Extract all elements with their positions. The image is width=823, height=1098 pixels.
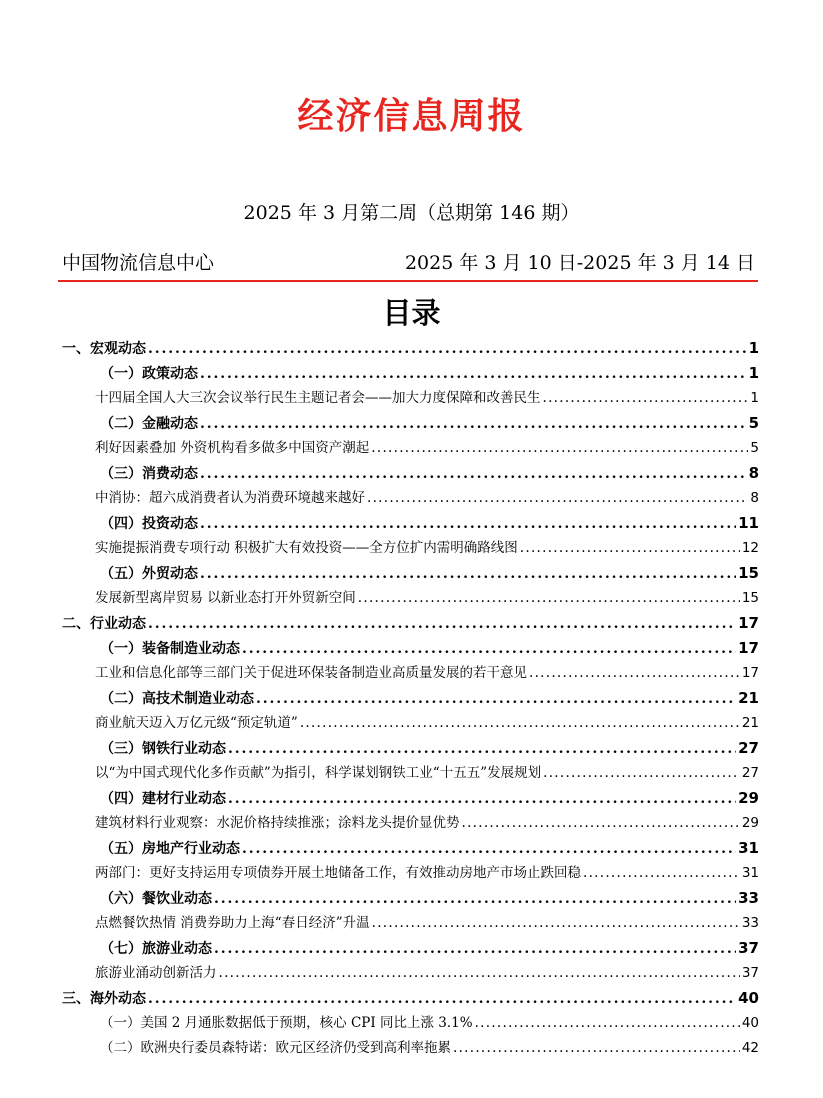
toc-dot-leader — [300, 711, 740, 736]
toc-entry[interactable] — [62, 861, 759, 886]
toc-entry[interactable] — [62, 736, 759, 761]
toc-entry-page: 27 — [741, 765, 759, 781]
toc-entry[interactable] — [62, 461, 759, 486]
toc-entry-page: 17 — [741, 665, 759, 681]
toc-entry[interactable] — [62, 961, 759, 986]
toc-entry-label: （三）消费动态 — [100, 466, 198, 482]
toc-dot-leader — [529, 661, 740, 686]
toc-entry[interactable] — [62, 336, 759, 361]
toc-entry-label: （二）高技术制造业动态 — [100, 691, 254, 707]
toc-entry-page: 33 — [738, 889, 759, 907]
toc-dot-leader — [256, 687, 736, 711]
toc-entry[interactable] — [62, 361, 759, 386]
toc-dot-leader — [242, 637, 736, 661]
toc-dot-leader — [358, 586, 740, 611]
toc-entry-page: 8 — [750, 490, 759, 506]
toc-entry-page: 11 — [738, 514, 759, 532]
toc-entry-page: 15 — [738, 564, 759, 582]
toc-entry-page: 27 — [738, 739, 759, 757]
toc-entry-page: 17 — [738, 614, 759, 632]
toc-entry[interactable] — [62, 561, 759, 586]
toc-entry[interactable] — [62, 536, 759, 561]
toc-entry[interactable] — [62, 936, 759, 961]
toc-entry[interactable] — [62, 686, 759, 711]
toc-dot-leader — [372, 911, 740, 936]
toc-entry[interactable] — [62, 661, 759, 686]
toc-dot-leader — [475, 1011, 740, 1036]
toc-entry-page: 1 — [750, 390, 759, 406]
toc-entry[interactable] — [62, 711, 759, 736]
toc-entry-label: （四）投资动态 — [100, 516, 198, 532]
toc-entry-label: （六）餐饮业动态 — [100, 891, 212, 907]
toc-dot-leader — [242, 837, 736, 861]
toc-entry-page: 1 — [748, 339, 759, 357]
report-title: 经济信息周报 — [297, 96, 526, 137]
toc-entry-page: 5 — [748, 414, 759, 432]
toc-dot-leader — [200, 362, 747, 386]
toc-entry-label: （二）金融动态 — [100, 416, 198, 432]
toc-entry-label: 点燃餐饮热情 消费券助力上海“春日经济”升温 — [95, 915, 370, 931]
toc-entry[interactable] — [62, 611, 759, 636]
toc-dot-leader — [200, 412, 747, 436]
toc-entry-label: 以“为中国式现代化多作贡献”为指引，科学谋划钢铁工业“十五五”发展规划 — [95, 765, 542, 781]
toc-entry[interactable] — [62, 986, 759, 1011]
toc-entry[interactable] — [62, 811, 759, 836]
toc-entry-page: 15 — [741, 590, 759, 606]
toc-entry-label: 一、宏观动态 — [62, 341, 146, 357]
toc-entry[interactable] — [62, 636, 759, 661]
toc-dot-leader — [214, 937, 736, 961]
toc-entry-page: 40 — [738, 989, 759, 1007]
toc-entry-label: （二）欧洲央行委员森特诺：欧元区经济仍受到高利率拖累 — [100, 1040, 451, 1056]
table-of-contents — [62, 336, 759, 1061]
toc-entry-label: 旅游业涌动创新活力 — [95, 965, 217, 981]
toc-entry-label: 中消协：超六成消费者认为消费环境越来越好 — [95, 490, 365, 506]
toc-entry-label: （五）外贸动态 — [100, 566, 198, 582]
toc-entry-label: （三）钢铁行业动态 — [100, 741, 226, 757]
toc-entry[interactable] — [62, 886, 759, 911]
toc-dot-leader — [543, 386, 749, 411]
toc-dot-leader — [453, 1036, 740, 1061]
toc-dot-leader — [219, 961, 740, 986]
toc-entry[interactable] — [62, 836, 759, 861]
toc-dot-leader — [200, 462, 747, 486]
toc-entry-label: 发展新型离岸贸易 以新业态打开外贸新空间 — [95, 590, 356, 606]
toc-entry-label: 利好因素叠加 外资机构看多做多中国资产潮起 — [95, 440, 370, 456]
toc-entry-label: （五）房地产行业动态 — [100, 841, 240, 857]
toc-entry[interactable] — [62, 1036, 759, 1061]
toc-entry-label: 二、行业动态 — [62, 616, 146, 632]
toc-dot-leader — [228, 737, 736, 761]
toc-entry-label: 商业航天迈入万亿元级“预定轨道” — [95, 715, 298, 731]
toc-entry-page: 21 — [738, 689, 759, 707]
toc-entry-page: 1 — [748, 364, 759, 382]
toc-title: 目录 — [382, 296, 441, 330]
toc-entry-page: 31 — [738, 839, 759, 857]
toc-dot-leader — [228, 787, 736, 811]
toc-entry-page: 40 — [741, 1015, 759, 1031]
toc-entry-page: 12 — [741, 540, 759, 556]
toc-entry-page: 17 — [738, 639, 759, 657]
toc-dot-leader — [371, 436, 748, 461]
toc-entry-label: （一）美国 2 月通胀数据低于预期，核心 CPI 同比上涨 3.1% — [100, 1015, 473, 1031]
toc-entry-label: 工业和信息化部等三部门关于促进环保装备制造业高质量发展的若干意见 — [95, 665, 527, 681]
toc-dot-leader — [214, 887, 736, 911]
toc-dot-leader — [462, 811, 740, 836]
issue-line: 2025 年 3 月第二周（总期第 146 期） — [243, 202, 580, 224]
toc-entry-label: （一）政策动态 — [100, 366, 198, 382]
toc-entry-page: 31 — [741, 865, 759, 881]
toc-entry[interactable] — [62, 411, 759, 436]
toc-entry-label: （四）建材行业动态 — [100, 791, 226, 807]
toc-entry[interactable] — [62, 511, 759, 536]
toc-dot-leader — [148, 612, 736, 636]
toc-entry[interactable] — [62, 786, 759, 811]
toc-entry[interactable] — [62, 436, 759, 461]
toc-entry-label: （一）装备制造业动态 — [100, 641, 240, 657]
toc-entry-page: 37 — [738, 939, 759, 957]
toc-entry-page: 29 — [738, 789, 759, 807]
toc-entry-label: （七）旅游业动态 — [100, 941, 212, 957]
toc-entry-label: 十四届全国人大三次会议举行民生主题记者会——加大力度保障和改善民生 — [95, 390, 541, 406]
toc-entry-page: 21 — [741, 715, 759, 731]
toc-entry-page: 8 — [748, 464, 759, 482]
toc-entry-page: 29 — [741, 815, 759, 831]
toc-entry[interactable] — [62, 386, 759, 411]
toc-entry-label: 建筑材料行业观察：水泥价格持续推涨；涂料龙头提价显优势 — [95, 815, 460, 831]
header-divider — [58, 280, 758, 282]
toc-dot-leader — [583, 861, 740, 886]
toc-dot-leader — [520, 536, 740, 561]
toc-dot-leader — [148, 337, 747, 361]
toc-dot-leader — [200, 512, 736, 536]
toc-entry-page: 33 — [741, 915, 759, 931]
toc-entry[interactable] — [62, 1011, 759, 1036]
organization-name: 中国物流信息中心 — [62, 252, 215, 274]
toc-entry[interactable] — [62, 586, 759, 611]
toc-dot-leader — [200, 562, 736, 586]
toc-dot-leader — [543, 761, 740, 786]
toc-dot-leader — [367, 486, 748, 511]
toc-entry-page: 5 — [750, 440, 759, 456]
toc-entry-label: 两部门：更好支持运用专项债券开展土地储备工作，有效推动房地产市场止跌回稳 — [95, 865, 581, 881]
toc-entry[interactable] — [62, 911, 759, 936]
toc-entry-label: 三、海外动态 — [62, 991, 146, 1007]
toc-entry-label: 实施提振消费专项行动 积极扩大有效投资——全方位扩内需明确路线图 — [95, 540, 518, 556]
toc-dot-leader — [148, 987, 736, 1011]
date-range: 2025 年 3 月 10 日-2025 年 3 月 14 日 — [404, 252, 755, 274]
toc-entry[interactable] — [62, 761, 759, 786]
toc-entry[interactable] — [62, 486, 759, 511]
toc-entry-page: 42 — [741, 1040, 759, 1056]
toc-entry-page: 37 — [741, 965, 759, 981]
